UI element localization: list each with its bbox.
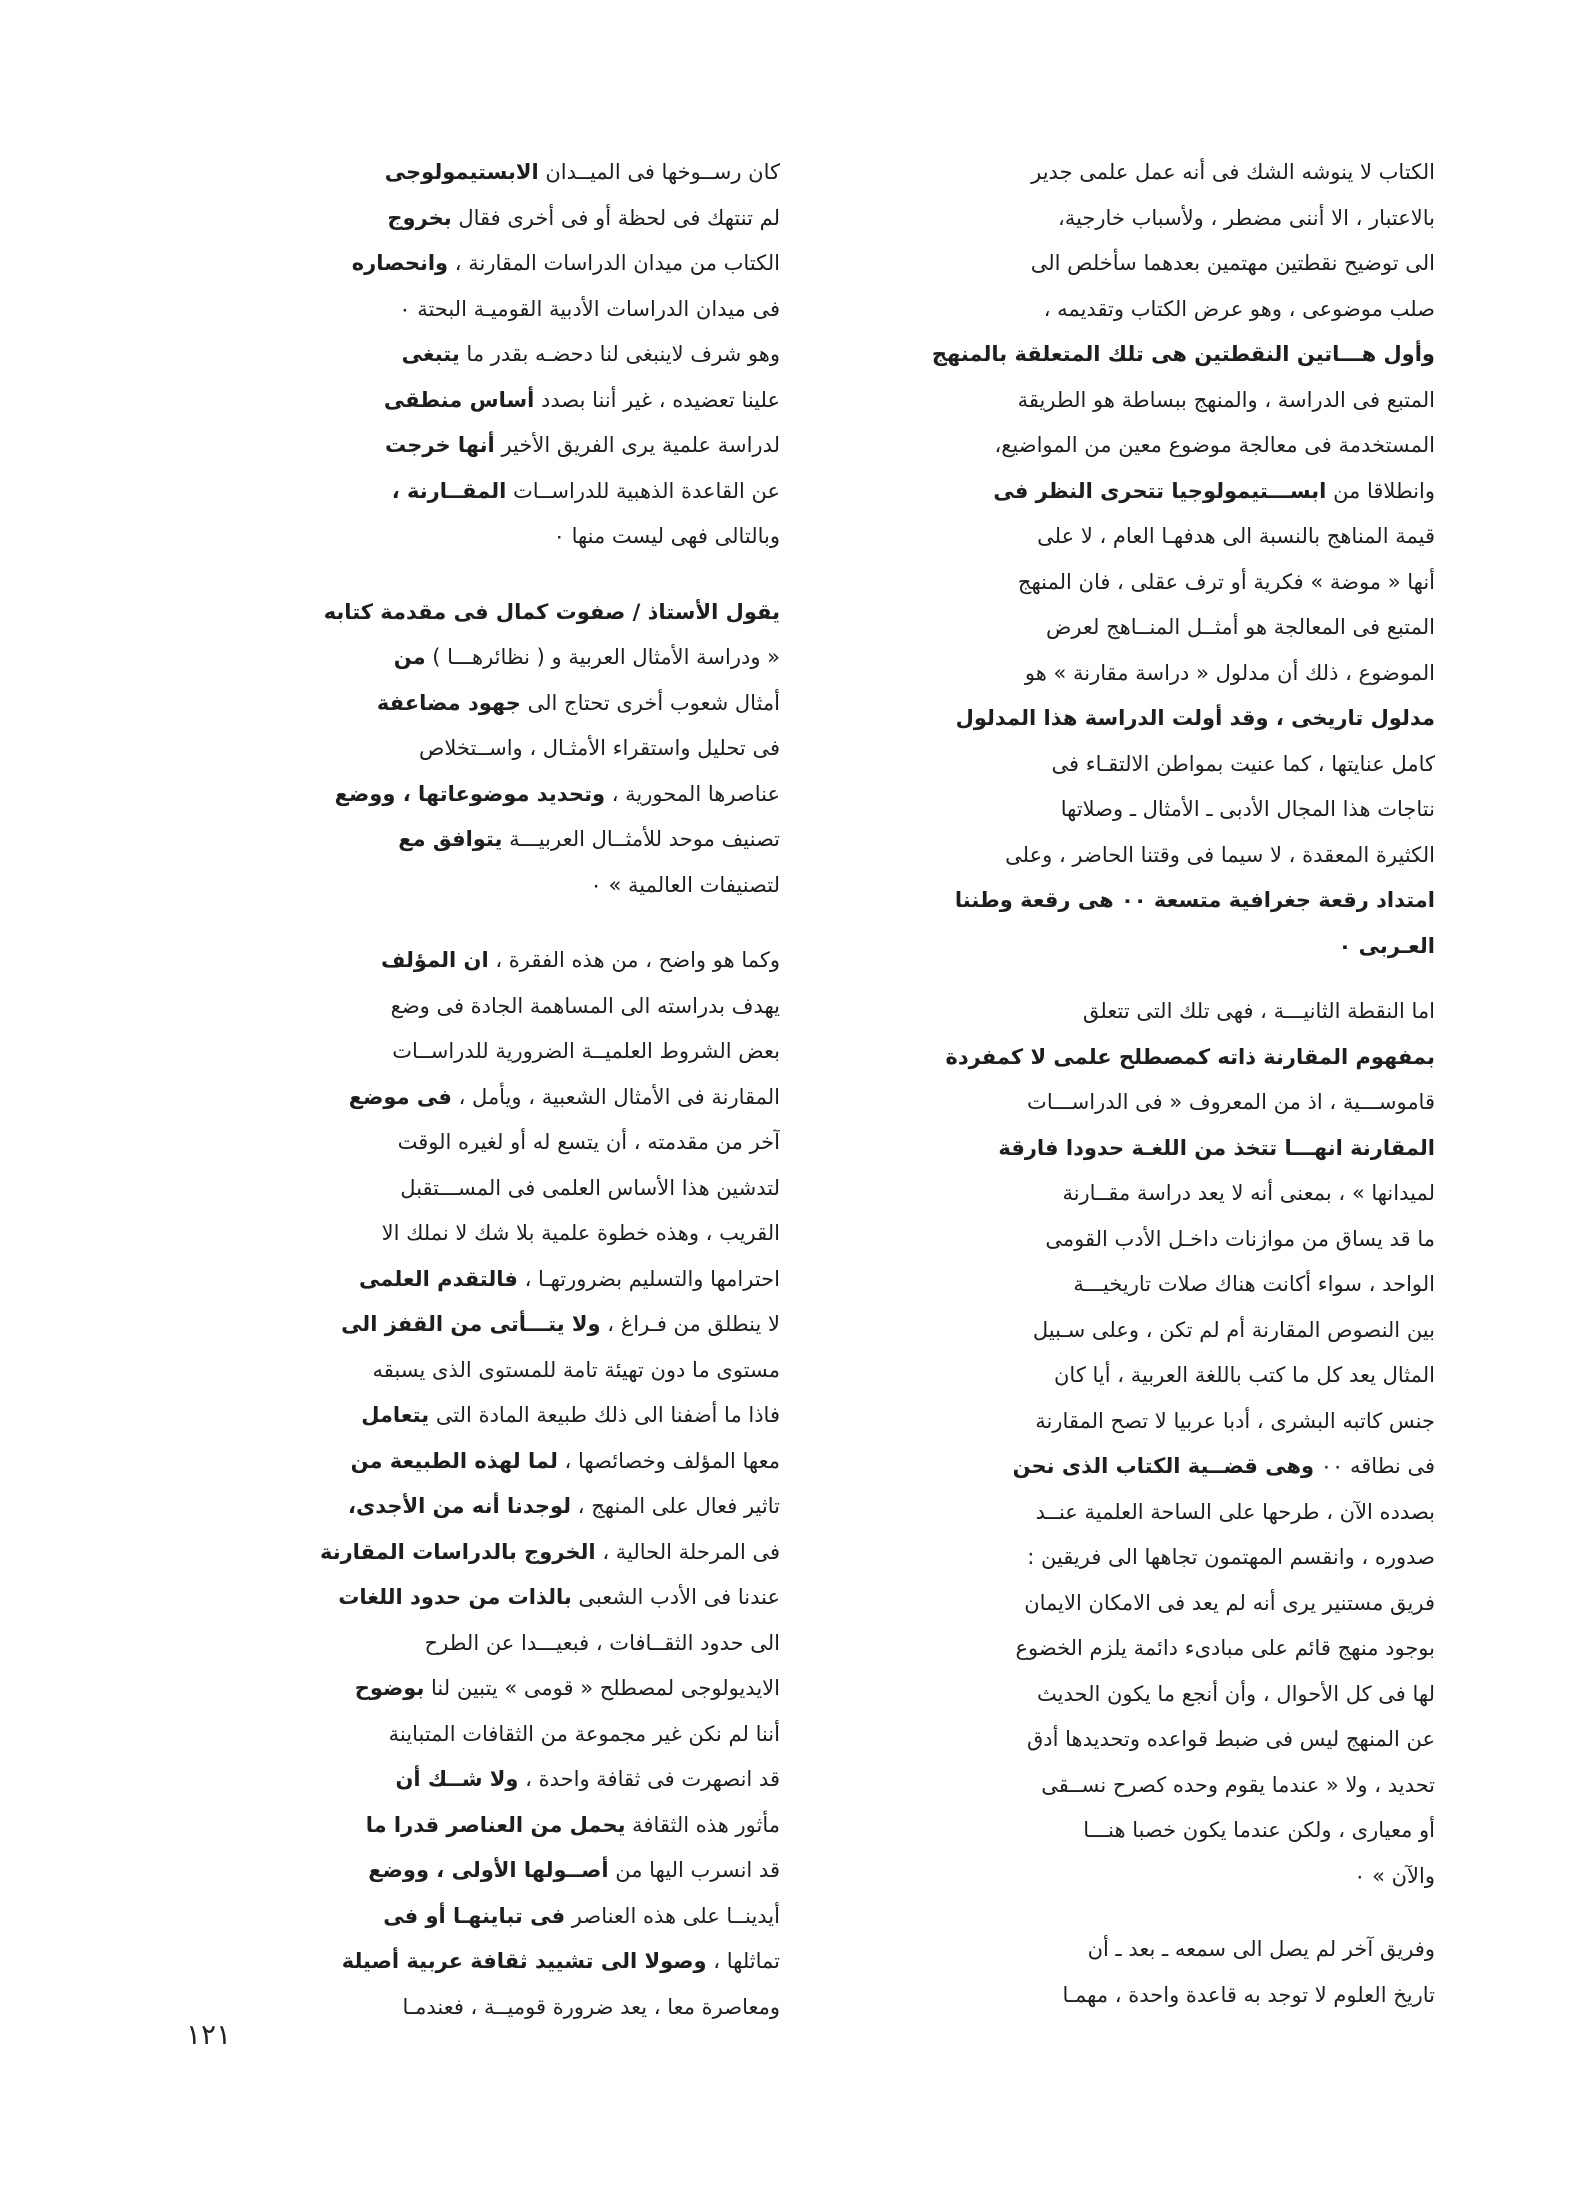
- page-number: ١٢١: [186, 2018, 232, 2051]
- bold-text: بالذات من حدود اللغات: [338, 1585, 572, 1609]
- bold-text: بمفهوم المقارنة ذاته كمصطلح علمى لا كمفردة: [945, 1044, 1435, 1069]
- line-text: « ودراسة الأمثال العربية و ( نظائرهـــا ): [425, 645, 780, 669]
- text-line: [200, 1484, 780, 1530]
- line-text: القريب ، وهذه خطوة علمية بلا شك لا نملك الا: [381, 1221, 780, 1245]
- line-text: لميدانها » ، بمعنى أنه لا يعد دراسة مقــارنة: [1062, 1181, 1435, 1205]
- line-text: مستوى ما دون تهيئة تامة للمستوى الذى يسبقه: [372, 1357, 780, 1382]
- text-line: [200, 241, 780, 287]
- line-text: قيمة المناهج بالنسبة الى هدفهـا العام ، لا على: [1037, 524, 1435, 548]
- text-line: [865, 1490, 1435, 1536]
- text-line: [865, 1308, 1435, 1354]
- bold-text: ابســـتيمولوجيا: [1171, 478, 1327, 503]
- line-text: فى تحليل واستقراء الأمثـال ، واســتخلاص: [418, 736, 780, 760]
- line-text: جنس كاتبه البشرى ، أدبا عربيا لا تصح المقارنة: [1035, 1408, 1435, 1433]
- text-line: [200, 1985, 780, 2031]
- text-line: [865, 787, 1435, 833]
- line-text: وبالتالى فهى ليست منها ٠: [553, 524, 780, 548]
- line-text: فى المرحلة الحالية ،: [595, 1539, 780, 1564]
- line-text: وفريق آخر لم يصل الى سمعه ـ بعد ـ أن: [1087, 1937, 1435, 1961]
- line-text: الكتاب لا ينوشه الشك فى أنه عمل علمى جدير: [1031, 160, 1435, 184]
- text-line: [200, 1848, 780, 1894]
- line-text: عن القاعدة الذهبية للدراســات: [506, 478, 780, 503]
- paragraph: [200, 590, 780, 909]
- text-line: [200, 423, 780, 469]
- line-text: وكما هو واضح ، من هذه الفقرة ،: [488, 948, 780, 972]
- text-line: [865, 196, 1435, 242]
- line-text: ومعاصرة معا ، يعد ضرورة قوميــة ، فعندمـا: [402, 1994, 780, 2019]
- bold-text: بوضوح: [354, 1676, 425, 1700]
- text-line: [200, 1120, 780, 1166]
- line-text: الايديولوجى لمصطلح « قومى » يتبين لنا: [424, 1676, 780, 1700]
- text-line: [865, 241, 1435, 287]
- bold-text: المقــارنة ،: [391, 478, 507, 503]
- text-line: [200, 1029, 780, 1075]
- bold-text: لوجدنا أنه من الأجدى،: [347, 1494, 572, 1518]
- bold-text: يتعامل: [361, 1403, 430, 1427]
- line-text: تحديد ، ولا « عندما يقوم وحده كصرح نســقى: [1041, 1772, 1435, 1797]
- text-line: [865, 1672, 1435, 1718]
- line-text: بالاعتبار ، الا أننى مضطر ، ولأسباب خارجية،: [1058, 205, 1435, 230]
- line-text: لتدشين هذا الأساس العلمى فى المســـتقبل: [400, 1175, 780, 1200]
- text-line: [200, 1939, 780, 1985]
- text-line: [200, 1712, 780, 1758]
- line-text: لدراسة علمية يرى الفريق الأخير: [494, 433, 780, 457]
- text-line: [200, 1575, 780, 1621]
- line-text: المتبع فى المعالجة هو أمثــل المنــاهج لعرض: [1045, 615, 1435, 639]
- line-text: عندنا فى الأدب الشعبى: [571, 1585, 780, 1609]
- text-line: [865, 150, 1435, 196]
- text-line: [865, 742, 1435, 788]
- bold-text: ولا شــك أن: [395, 1767, 519, 1791]
- line-text: لها فى كل الأحوال ، وأن أنجع ما يكون الحديث: [1037, 1681, 1435, 1706]
- text-line: [865, 1717, 1435, 1763]
- text-line: [200, 772, 780, 818]
- line-text: المستخدمة فى معالجة موضوع معين من المواضيع،: [994, 433, 1435, 457]
- text-line: [200, 863, 780, 909]
- bold-text: بخروج: [387, 205, 452, 230]
- line-text: فاذا ما أضفنا الى ذلك طبيعة المادة التى: [429, 1403, 780, 1427]
- text-line: [865, 1973, 1435, 2019]
- text-line: [200, 1393, 780, 1439]
- line-text: أمثال شعوب أخرى تحتاج الى: [520, 690, 780, 715]
- text-line: [865, 1126, 1435, 1172]
- line-text: الى توضيح نقطتين مهتمين بعدهما سأخلص الى: [1030, 251, 1435, 275]
- text-line: [200, 1757, 780, 1803]
- text-line: [200, 681, 780, 727]
- text-line: [865, 924, 1435, 970]
- text-line: [865, 1854, 1435, 1900]
- line-text: فى نطاقه ٠٠: [1314, 1454, 1435, 1478]
- bold-text: مدلول تاريخى ، وقد أولت الدراسة هذا المدلول: [955, 706, 1435, 730]
- text-line: [200, 150, 780, 196]
- line-text: يهدف بدراسته الى المساهمة الجادة فى وضع: [390, 993, 780, 1018]
- text-line: [865, 833, 1435, 879]
- line-text: معها المؤلف وخصائصها ،: [557, 1448, 780, 1473]
- text-line: [200, 1894, 780, 1940]
- line-text: وانطلاقا من: [1326, 478, 1435, 503]
- text-line: [200, 590, 780, 636]
- line-text: لتصنيفات العالمية » ٠: [590, 872, 780, 897]
- line-text: الواحد ، سواء أكانت هناك صلات تاريخيـــة: [1073, 1272, 1435, 1296]
- line-text: مأثور هذه الثقافة: [625, 1812, 780, 1837]
- text-line: [200, 635, 780, 681]
- text-line: [200, 514, 780, 560]
- bold-text: ولا يتـــأتى من القفز الى: [341, 1312, 601, 1336]
- bold-text: العـربى ٠: [1338, 933, 1435, 958]
- bold-text: ان المؤلف: [381, 948, 489, 972]
- bold-text: وأول هـــاتين النقطتين هى تلك المتعلقة بالمنهج: [931, 342, 1435, 366]
- text-line: [200, 1302, 780, 1348]
- text-line: [200, 1621, 780, 1667]
- line-text: بوجود منهج قائم على مبادىء دائمة يلزم الخضوع: [1015, 1636, 1435, 1660]
- text-line: [200, 287, 780, 333]
- line-text: الكثيرة المعقدة ، لا سيما فى وقتنا الحاضر ، وعلى: [1005, 842, 1435, 867]
- line-text: عن المنهج ليس فى ضبط قواعده وتحديدها أدق: [1026, 1727, 1435, 1751]
- bold-text: تتحرى النظر فى: [993, 478, 1172, 503]
- bold-text: الابستيمولوجى: [384, 160, 539, 184]
- text-line: [865, 1808, 1435, 1854]
- line-text: عناصرها المحورية ،: [605, 781, 780, 806]
- text-line: [865, 514, 1435, 560]
- text-line: [865, 1035, 1435, 1081]
- line-text: قد انصهرت فى ثقافة واحدة ،: [518, 1767, 780, 1791]
- text-line: [865, 696, 1435, 742]
- bold-text: المقارنة انهـــا تتخذ من اللغـة حدودا فارقة: [998, 1135, 1435, 1160]
- line-text: الكتاب من ميدان الدراسات المقارنة ،: [448, 251, 780, 275]
- line-text: أو معيارى ، ولكن عندما يكون خصبا هنـــا: [1083, 1818, 1435, 1842]
- text-line: [200, 1211, 780, 1257]
- line-text: الى حدود الثقــافات ، فبعيـــدا عن الطرح: [424, 1630, 780, 1655]
- text-line: [865, 1399, 1435, 1445]
- line-text: كان رســوخها فى الميــدان: [538, 160, 780, 184]
- text-line: [865, 1535, 1435, 1581]
- text-line: [200, 196, 780, 242]
- line-text: بعض الشروط العلميــة الضرورية للدراســات: [392, 1039, 780, 1063]
- line-text: بين النصوص المقارنة أم لم تكن ، وعلى سـبيل: [1032, 1317, 1435, 1342]
- text-line: [865, 1763, 1435, 1809]
- text-line: [200, 469, 780, 515]
- text-line: [865, 469, 1435, 515]
- line-text: آخر من مقدمته ، أن يتسع له أو لغيره الوقت: [397, 1130, 780, 1154]
- line-text: قاموســـية ، اذ من المعروف « فى الدراســـات: [1027, 1090, 1435, 1114]
- line-text: احترامها والتسليم بضرورتهـا ،: [517, 1266, 780, 1291]
- bold-text: أنها خرجت: [385, 433, 495, 457]
- paragraph: [200, 150, 780, 560]
- text-line: [865, 1171, 1435, 1217]
- text-line: [865, 1262, 1435, 1308]
- line-text: والآن » ٠: [1354, 1863, 1435, 1888]
- paragraph: [200, 938, 780, 2030]
- bold-text: امتداد رقعة جغرافية متسعة ٠٠ هى رقعة وطننا: [954, 888, 1435, 912]
- text-line: [200, 984, 780, 1030]
- text-line: [200, 1803, 780, 1849]
- bold-text: أساس منطقى: [383, 387, 535, 412]
- text-line: [200, 1075, 780, 1121]
- line-text: قد انسرب اليها من: [608, 1858, 780, 1882]
- line-text: علينا تعضيده ، غير أننا بصدد: [534, 387, 780, 412]
- left-text-column: [200, 150, 780, 2030]
- line-text: المتبع فى الدراسة ، والمنهج ببساطة هو الطريقة: [1017, 387, 1435, 412]
- bold-text: يتوافق مع: [398, 827, 503, 851]
- line-text: فريق مستنير يرى أنه لم يعد فى الامكان الايمان: [1024, 1590, 1435, 1615]
- text-line: [865, 1444, 1435, 1490]
- line-text: ما قد يساق من موازنات داخـل الأدب القومى: [1045, 1226, 1435, 1251]
- text-line: [865, 605, 1435, 651]
- bold-text: فى موضع: [348, 1084, 452, 1109]
- text-line: [200, 1348, 780, 1394]
- line-text: صدوره ، وانقسم المهتمون تجاهها الى فريقين :: [1027, 1545, 1435, 1569]
- line-text: فى ميدان الدراسات الأدبية القوميـة البحتة ٠: [399, 296, 780, 321]
- text-line: [200, 1257, 780, 1303]
- paragraph: [865, 1927, 1435, 2018]
- bold-text: من: [393, 645, 426, 669]
- bold-text: جهود مضاعفة: [376, 690, 521, 715]
- bold-text: وتحديد موضوعاتها ، ووضع: [334, 781, 606, 806]
- text-line: [865, 878, 1435, 924]
- line-text: المقارنة فى الأمثال الشعبية ، ويأمل ،: [451, 1084, 780, 1109]
- text-line: [200, 938, 780, 984]
- line-text: أنها « موضة » فكرية أو ترف عقلى ، فان المنهج: [1017, 569, 1435, 594]
- text-line: [865, 651, 1435, 697]
- bold-text: وهى قضــية الكتاب الذى نحن: [1012, 1454, 1315, 1478]
- line-text: تصنيف موحد للأمثــال العربيـــة: [502, 827, 780, 851]
- text-line: [200, 726, 780, 772]
- bold-text: يتبغى: [401, 342, 460, 366]
- bold-text: فى تباينهـا أو فى: [383, 1903, 566, 1928]
- line-text: لا ينطلق من فـراغ ،: [600, 1312, 780, 1336]
- bold-text: أصــولها الأولى ، ووضع: [368, 1858, 609, 1882]
- bold-text: يقول الأستاذ / صفوت كمال فى مقدمة كتابه: [323, 599, 780, 624]
- text-line: [200, 1439, 780, 1485]
- text-line: [200, 817, 780, 863]
- text-line: [865, 1927, 1435, 1973]
- line-text: بصدده الآن ، طرحها على الساحة العلمية عنــد: [1035, 1499, 1435, 1524]
- line-text: تاثير فعال على المنهج ،: [571, 1494, 780, 1518]
- text-line: [865, 378, 1435, 424]
- line-text: تاريخ العلوم لا توجد به قاعدة واحدة ، مهمـا: [1062, 1982, 1435, 2007]
- paragraph: [865, 150, 1435, 969]
- text-line: [200, 332, 780, 378]
- bold-text: الخروج بالدراسات المقارنة: [319, 1539, 596, 1564]
- line-text: أننا لم نكن غير مجموعة من الثقافات المتباينة: [388, 1721, 780, 1746]
- text-line: [200, 1666, 780, 1712]
- text-line: [865, 1626, 1435, 1672]
- text-line: [865, 1217, 1435, 1263]
- line-text: المثال يعد كل ما كتب باللغة العربية ، أيا كان: [1054, 1363, 1435, 1387]
- text-line: [865, 287, 1435, 333]
- text-line: [865, 423, 1435, 469]
- text-line: [200, 1530, 780, 1576]
- line-text: كامل عنايتها ، كما عنيت بمواطن الالتقـاء فى: [1051, 751, 1435, 776]
- bold-text: لما لهذه الطبيعة من: [350, 1448, 558, 1473]
- bold-text: يحمل من العناصر قدرا ما: [365, 1812, 626, 1837]
- line-text: صلب موضوعى ، وهو عرض الكتاب وتقديمه ،: [1043, 296, 1435, 321]
- text-line: [200, 1166, 780, 1212]
- text-line: [865, 560, 1435, 606]
- right-text-column: [865, 150, 1435, 2018]
- text-line: [865, 989, 1435, 1035]
- text-line: [200, 378, 780, 424]
- line-text: اما النقطة الثانيـــة ، فهى تلك التى تتعلق: [1082, 999, 1435, 1023]
- paragraph: [865, 989, 1435, 1899]
- text-line: [865, 1353, 1435, 1399]
- text-line: [865, 1581, 1435, 1627]
- text-line: [865, 332, 1435, 378]
- line-text: تماثلها ،: [706, 1949, 780, 1973]
- line-text: الموضوع ، ذلك أن مدلول « دراسة مقارنة » هو: [1024, 660, 1435, 685]
- line-text: أيدينــا على هذه العناصر: [565, 1903, 780, 1928]
- bold-text: وانحصاره: [351, 251, 449, 275]
- line-text: نتاجات هذا المجال الأدبى ـ الأمثال ـ وصلاتها: [1060, 797, 1435, 821]
- bold-text: وصولا الى تشييد ثقافة عربية أصيلة: [341, 1949, 707, 1973]
- bold-text: فالتقدم العلمى: [359, 1266, 518, 1291]
- line-text: وهو شرف لاينبغى لنا دحضـه بقدر ما: [459, 342, 780, 366]
- line-text: لم تنتهك فى لحظة أو فى أخرى فقال: [451, 205, 780, 230]
- text-line: [865, 1080, 1435, 1126]
